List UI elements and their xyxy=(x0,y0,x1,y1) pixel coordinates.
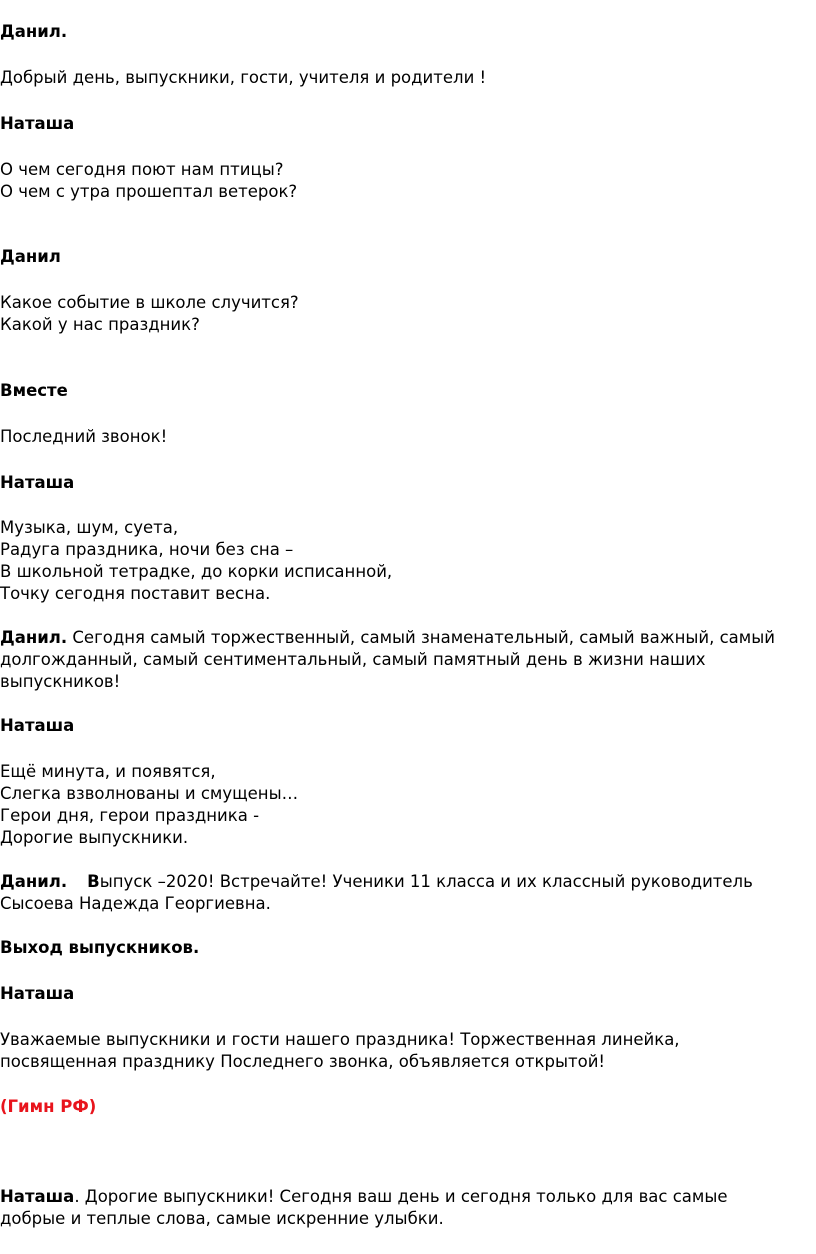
speaker-label: Данил. xyxy=(0,628,68,647)
speaker-label: Наташа xyxy=(0,1187,75,1206)
speaker-label: Наташа xyxy=(0,984,75,1003)
paragraph-text: ыпуск –2020! Встречайте! Ученики 11 класса и их классный руководитель xyxy=(99,872,753,891)
verse-line: Музыка, шум, суета, xyxy=(0,518,179,537)
speaker-label: Данил. xyxy=(0,872,68,891)
speaker-label: Вместе xyxy=(0,381,68,400)
speaker-label: Наташа xyxy=(0,473,75,492)
paragraph-text: . Дорогие выпускники! Сегодня ваш день и сегодня только для вас самые xyxy=(74,1187,728,1206)
verse-line: Точку сегодня поставит весна. xyxy=(0,584,271,603)
paragraph-line xyxy=(0,627,775,649)
verse-line: О чем с утра прошептал ветерок? xyxy=(0,182,298,201)
anthem-direction: (Гимн РФ) xyxy=(0,1097,97,1116)
stage-direction: Выход выпускников. xyxy=(0,938,200,957)
verse-line: Какое событие в школе случится? xyxy=(0,293,299,312)
verse-line: Слегка взволнованы и смущены… xyxy=(0,784,299,803)
verse-line: О чем сегодня поют нам птицы? xyxy=(0,160,284,179)
verse-line: Герои дня, герои праздника - xyxy=(0,806,260,825)
paragraph-line xyxy=(0,871,753,893)
verse-line: Дорогие выпускники. xyxy=(0,828,189,847)
paragraph-line: выпускников! xyxy=(0,672,121,691)
speaker-label: Данил. xyxy=(0,22,68,41)
drop-initial: В xyxy=(87,872,100,891)
paragraph-line: долгожданный, самый сентиментальный, самый памятный день в жизни наших xyxy=(0,650,706,669)
greeting-line: Добрый день, выпускники, гости, учителя и родители ! xyxy=(0,68,487,87)
paragraph-line: добрые и теплые слова, самые искренние улыбки. xyxy=(0,1209,444,1228)
verse-line: Последний звонок! xyxy=(0,427,168,446)
paragraph-line xyxy=(0,1186,728,1208)
verse-line: Какой у нас праздник? xyxy=(0,315,200,334)
speaker-label: Наташа xyxy=(0,114,75,133)
verse-line: Ещё минута, и появятся, xyxy=(0,762,216,781)
paragraph-line: посвященная празднику Последнего звонка, объявляется открытой! xyxy=(0,1052,606,1071)
paragraph-line: Уважаемые выпускники и гости нашего праздника! Торжественная линейка, xyxy=(0,1030,680,1049)
verse-line: В школьной тетрадке, до корки исписанной, xyxy=(0,562,393,581)
verse-line: Радуга праздника, ночи без сна – xyxy=(0,540,294,559)
speaker-label: Наташа xyxy=(0,716,75,735)
paragraph-text: Сегодня самый торжественный, самый знаменательный, самый важный, самый xyxy=(67,628,775,647)
speaker-label: Данил xyxy=(0,247,61,266)
paragraph-line: Сысоева Надежда Георгиевна. xyxy=(0,894,271,913)
